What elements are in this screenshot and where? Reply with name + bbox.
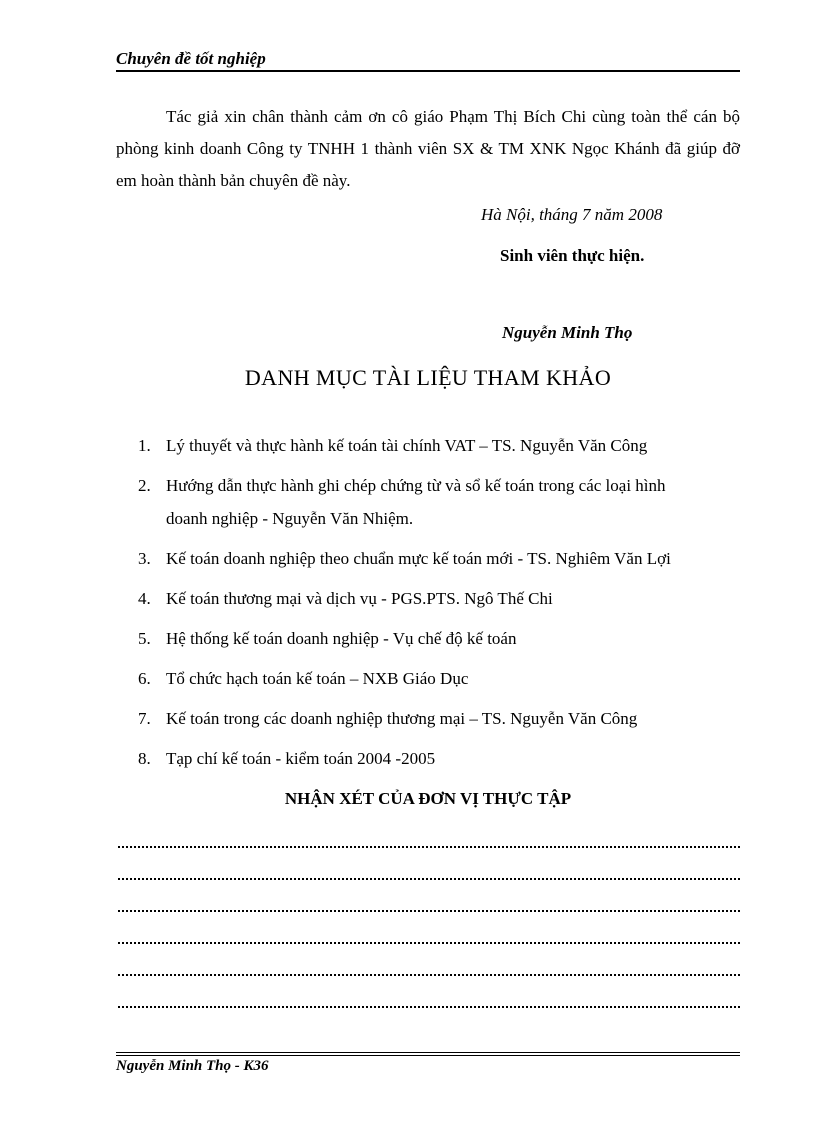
reference-number: 1. [138,436,151,455]
reference-text: Kế toán doanh nghiệp theo chuẩn mực kế toán mới - TS. Nghiêm Văn Lợi [166,549,671,568]
footer-rule [116,1055,740,1056]
reference-number: 3. [138,549,151,568]
dotted-writing-line [118,942,740,944]
reference-text: Lý thuyết và thực hành kế toán tài chính VAT – TS. Nguyễn Văn Công [166,436,648,455]
reference-number: 2. [138,476,151,495]
reference-text: Kế toán trong các doanh nghiệp thương mại – TS. Nguyễn Văn Công [166,709,638,728]
evaluation-section-title: NHẬN XÉT CỦA ĐƠN VỊ THỰC TẬP [284,789,572,808]
page-footer-author: Nguyễn Minh Thọ - K36 [116,1058,269,1074]
reference-text: Hướng dẫn thực hành ghi chép chứng từ và sổ kế toán trong các loại hình [166,476,666,495]
reference-number: 7. [138,709,151,728]
reference-number: 4. [138,589,151,608]
page-header-title: Chuyên đề tốt nghiệp [116,49,266,68]
place-date: Hà Nội, tháng 7 năm 2008 [481,205,663,224]
dotted-writing-line [118,846,740,848]
acknowledgement-paragraph: Tác giả xin chân thành cảm ơn cô giáo Phạm Thị Bích Chi cùng toàn thể cán bộ phòng kinh doanh Công ty TNHH 1 thành viên SX & TM XNK Ngọc Khánh đã giúp đỡ em hoàn thành bản chuyên đề này. [116,107,740,190]
reference-text: Tạp chí kế toán - kiểm toán 2004 -2005 [166,749,436,768]
reference-text: Kế toán thương mại và dịch vụ - PGS.PTS. Ngô Thế Chi [166,589,553,608]
reference-text: Tổ chức hạch toán kế toán – NXB Giáo Dục [166,669,469,688]
reference-text-continued: doanh nghiệp - Nguyễn Văn Nhiệm. [166,509,414,528]
dotted-writing-line [118,974,740,976]
reference-number: 5. [138,629,151,648]
dotted-writing-line [118,1006,740,1008]
author-signature-name: Nguyễn Minh Thọ [502,323,633,342]
reference-text: Hệ thống kế toán doanh nghiệp - Vụ chế độ kế toán [166,629,517,648]
reference-number: 6. [138,669,151,688]
reference-number: 8. [138,749,151,768]
footer-rule [116,1052,740,1053]
dotted-writing-line [118,878,740,880]
author-role: Sinh viên thực hiện. [500,246,645,265]
dotted-writing-line [118,910,740,912]
header-rule [116,70,740,72]
references-title: DANH MỤC TÀI LIỆU THAM KHẢO [244,365,612,390]
